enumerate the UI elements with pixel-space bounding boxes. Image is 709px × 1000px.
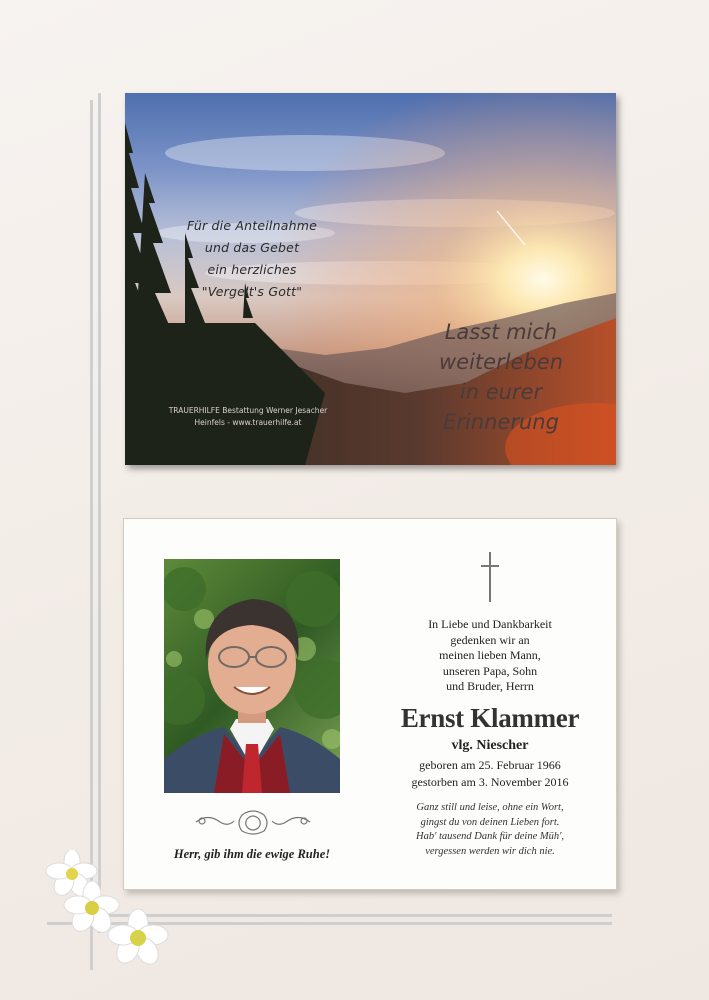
dedication-line: gedenken wir an (450, 632, 530, 647)
funeral-home-line: TRAUERHILFE Bestattung Werner Jesacher (168, 406, 328, 415)
white-flowers-icon (40, 850, 180, 975)
quote-line: in eurer (459, 380, 543, 404)
deceased-name: Ernst Klammer (400, 703, 580, 733)
poem-line: vergessen werden wir dich nie. (425, 845, 555, 857)
funeral-home-line: Heinfels - www.trauerhilfe.at (194, 418, 302, 427)
dedication-line: und Bruder, Herrn (446, 679, 534, 693)
funeral-home-credit (163, 405, 333, 429)
deceased-nickname: vlg. Niescher (451, 738, 529, 753)
thanks-line: Für die Anteilnahme (187, 218, 317, 233)
frame-line-left-inner (98, 93, 101, 933)
thanks-line: ein herzliches (207, 262, 297, 277)
thanks-message (187, 215, 317, 303)
thanks-line: "Vergelt's Gott" (201, 284, 303, 299)
dedication-line: In Liebe und Dankbarkeit (428, 617, 552, 631)
life-dates (386, 757, 594, 791)
portrait-photo (164, 559, 340, 793)
frame-line-left-outer (90, 100, 93, 970)
quote-line: Lasst mich (444, 320, 558, 344)
ornament-divider-icon (194, 807, 312, 837)
poem-line: gingst du von deinen Lieben fort. (420, 816, 560, 828)
poem-line: Hab' tausend Dank für deine Müh', (416, 831, 564, 842)
cross-icon (480, 552, 500, 602)
quote-line: weiterleben (438, 350, 564, 374)
dedication-line: unseren Papa, Sohn (442, 663, 538, 678)
memory-quote (421, 317, 581, 437)
birth-date: geboren am 25. Februar 1966 (419, 758, 561, 772)
prayer-text: Herr, gib ihm die ewige Ruhe! (173, 847, 331, 861)
dedication-line: meinen lieben Mann, (439, 648, 541, 662)
memorial-card (123, 518, 617, 890)
dedication-text (386, 617, 594, 695)
sunset-thanks-card (125, 93, 616, 465)
quote-line: Erinnerung (443, 410, 559, 434)
thanks-line: und das Gebet (204, 240, 300, 255)
poem-line: Ganz still und leise, ohne ein Wort, (416, 802, 564, 813)
death-date: gestorben am 3. November 2016 (411, 775, 569, 789)
memorial-poem (386, 801, 594, 859)
